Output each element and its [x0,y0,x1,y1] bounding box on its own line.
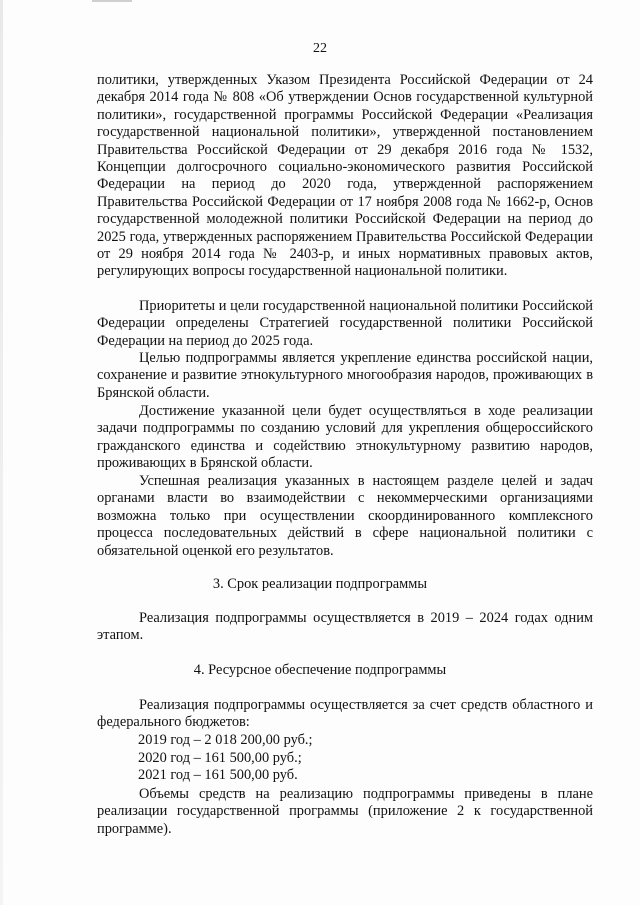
paragraph-goal [97,350,593,402]
paragraph-text: Достижение указанной цели будет осуществляться в ходе реализации задачи подпрограммы по созданию условий для укрепления общероссийского гражданского единства и содействию этнокультурному развитию народов, проживающих в Брянской области. [97,403,593,472]
scan-mark [92,0,132,2]
budget-line-2019: 2019 год – 2 018 200,00 руб.; [138,732,313,748]
scan-edge [0,0,3,905]
section-term-text [97,610,593,645]
intro-paragraph-text: политики, утвержденных Указом Президента Российской Федерации от 24 декабря 2014 года № 808 «Об утверждении Основ государственной культурной политики», государственной программы Российской Федерации «Реализация государственной национальной политики», утвержденной постановлением Правительства Российской Федерации от 29 декабря 2016 года № 1532, Концепции долгосрочного социально-экономического развития Российской Федерации на период до 2020 года, утвержденной распоряжением Правительства Российской Федерации от 17 ноября 2008 года № 1662-р, Основ государственной молодежной политики Российской Федерации на период до 2025 года, утвержденных распоряжением Правительства Российской Федерации от 29 ноября 2014 года № 2403-р, и иных нормативных правовых актов, регулирующих вопросы государственной национальной политики. [97,72,593,280]
section-resources-text [97,697,593,732]
paragraph-text: Целью подпрограммы является укрепление единства российской нации, сохранение и развитие этнокультурного многообразия народов, проживающих в Брянской области. [97,350,593,401]
budget-line-2021: 2021 год – 161 500,00 руб. [138,767,298,783]
page-number: 22 [313,41,327,56]
paragraph-achievement [97,403,593,473]
intro-paragraph [97,72,593,281]
paragraph-text: Приоритеты и цели государственной национальной политики Российской Федерации определены Стратегией государственной политики Российской Федерации на период до 2025 года. [97,298,593,349]
section-heading-term: 3. Срок реализации подпрограммы [212,576,428,592]
paragraph-text: Объемы средств на реализацию подпрограммы приведены в плане реализации государственной программы (приложение 2 к государственной программе). [97,786,593,837]
paragraph-text: Реализация подпрограммы осуществляется за счет средств областного и федерального бюджетов: [97,697,593,731]
section-resources-closing [97,786,593,838]
paragraph-priorities [97,298,593,350]
paragraph-implementation [97,473,593,560]
paragraph-text: Реализация подпрограммы осуществляется в 2019 – 2024 годах одним этапом. [97,610,593,644]
budget-line-2020: 2020 год – 161 500,00 руб.; [138,750,302,766]
section-heading-resources: 4. Ресурсное обеспечение подпрограммы [193,662,447,678]
paragraph-text: Успешная реализация указанных в настоящем разделе целей и задач органами власти во взаимодействии с некоммерческими организациями возможна только при осуществлении скоординированного комплексного процесса последовательных действий в сфере национальной политики с обязательной оценкой его результатов. [97,473,593,559]
